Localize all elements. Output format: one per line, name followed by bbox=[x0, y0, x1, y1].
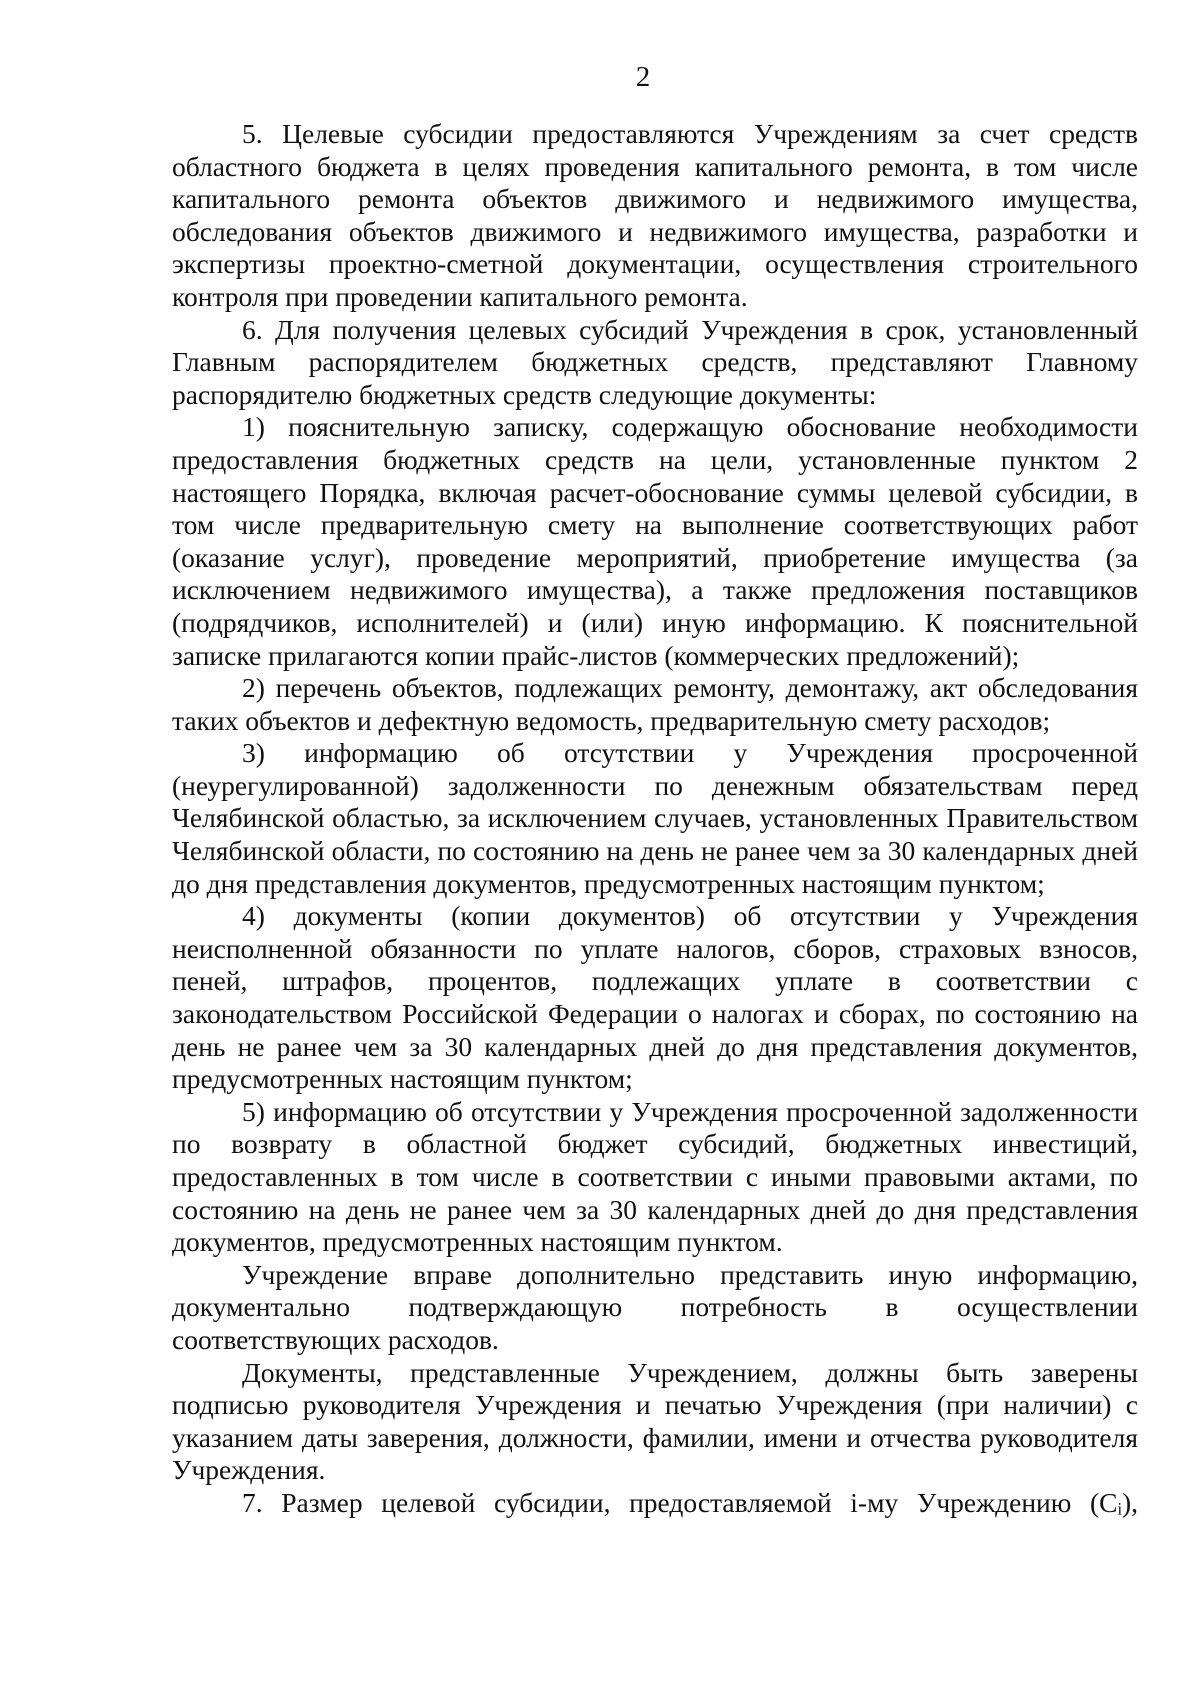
paragraph-item-5: 5. Целевые субсидии предоставляются Учреждениям за счет средств областного бюджета в целях проведения капитального ремонта, в том числе капитального ремонта объектов движимого и недвижимого имущества, обследования объектов движимого и недвижимого имущества, разработки и экспертизы проектно-сметной документации, осуществления строительного контроля при проведении капитального ремонта. bbox=[172, 118, 1138, 312]
subitem-5-refund-debt-info: 5) информацию об отсутствии у Учреждения просроченной задолженности по возврату в областной бюджет субсидий, бюджетных инвестиций, предоставленных в том числе в соответствии с иными правовыми актами, по состоянию на день не ранее чем за 30 календарных дней до дня представления документов, предусмотренных настоящим пунктом. bbox=[172, 1095, 1138, 1258]
subitem-3-debt-info: 3) информацию об отсутствии у Учреждения просроченной (неурегулированной) задолженности по денежным обязательствам перед Челябинской областью, за исключением случаев, установленных Правительством Челябинской области, по состоянию на день не ранее чем за 30 календарных дней до дня представления документов, предусмотренных настоящим пунктом; bbox=[172, 737, 1138, 899]
subitem-4-tax-documents: 4) документы (копии документов) об отсутствии у Учреждения неисполненной обязанности по уплате налогов, сборов, страховых взносов, пеней, штрафов, процентов, подлежащих уплате в соответствии с законодательством Российской Федерации о налогах и сборах, по состоянию на день не ранее чем за 30 календарных дней до дня представления документов, предусмотренных настоящим пунктом; bbox=[172, 900, 1138, 1095]
document-page bbox=[172, 60, 1138, 1520]
paragraph-item-6: 6. Для получения целевых субсидий Учреждения в срок, установленный Главным распорядителем бюджетных средств, представляют Главному распорядителю бюджетных средств следующие документы: bbox=[172, 313, 1138, 410]
paragraph-additional-info: Учреждение вправе дополнительно представить иную информацию, документально подтверждающую потребность в осуществлении соответствующих расходов. bbox=[172, 1258, 1138, 1355]
subitem-2-object-list: 2) перечень объектов, подлежащих ремонту, демонтажу, акт обследования таких объектов и дефектную ведомость, предварительную смету расходов; bbox=[172, 672, 1138, 736]
paragraph-item-7: 7. Размер целевой субсидии, предоставляемой i-му Учреждению (Cᵢ), bbox=[242, 1486, 1138, 1518]
page-number: 2 bbox=[635, 61, 651, 93]
subitem-1-explanatory-note: 1) пояснительную записку, содержащую обоснование необходимости предоставления бюджетных средств на цели, установленные пунктом 2 настоящего Порядка, включая расчет-обоснование суммы целевой субсидии, в том числе предварительную смету на выполнение соответствующих работ (оказание услуг), проведение мероприятий, приобретение имущества (за исключением недвижимого имущества), а также предложения поставщиков (подрядчиков, исполнителей) и (или) иную информацию. К пояснительной записке прилагаются копии прайс-листов (коммерческих предложений); bbox=[172, 411, 1138, 671]
paragraph-document-certification: Документы, представленные Учреждением, должны быть заверены подписью руководителя Учреждения и печатью Учреждения (при наличии) с указанием даты заверения, должности, фамилии, имени и отчества руководителя Учреждения. bbox=[172, 1356, 1138, 1486]
